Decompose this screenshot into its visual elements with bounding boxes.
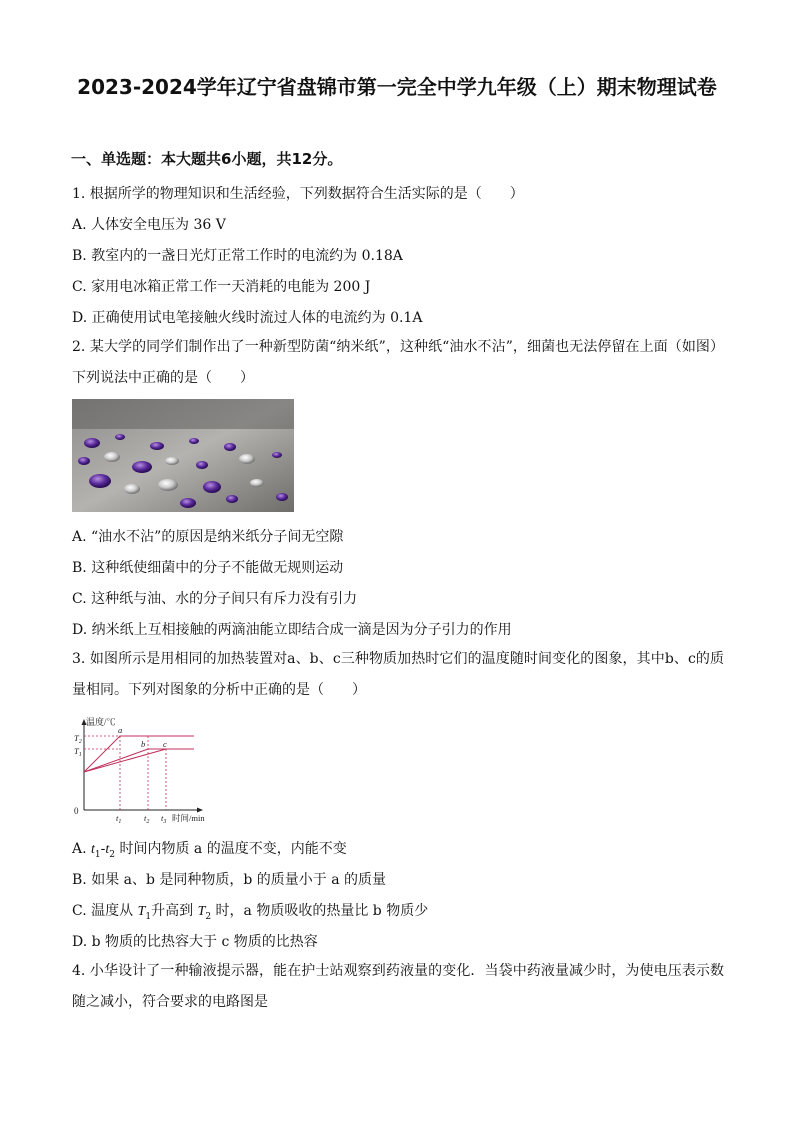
graph-curve-a: a bbox=[118, 725, 123, 735]
q3-option-c: C. 温度从 $T_1$升高到 $T_2$ 时，a 物质吸收的热量比 b 物质少 bbox=[72, 903, 429, 922]
graph-origin: 0 bbox=[74, 806, 79, 816]
q2-option-d: D. 纳米纸上互相接触的两滴油能立即结合成一滴是因为分子引力的作用 bbox=[72, 622, 512, 638]
q3-stem: 3. 如图所示是用相同的加热装置对a、b、c三种物质加热时它们的温度随时间变化的图象，其中b、c的质量相同。下列对图象的分析中正确的是（ ） bbox=[72, 651, 724, 698]
nano-paper-photo bbox=[72, 399, 294, 512]
graph-curve-b: b bbox=[141, 739, 146, 749]
section-heading: 一、单选题：本大题共6小题，共12分。 bbox=[71, 150, 343, 168]
q1-option-c: C. 家用电冰箱正常工作一天消耗的电能为 200 J bbox=[72, 279, 371, 295]
q2-option-b: B. 这种纸使细菌中的分子不能做无规则运动 bbox=[72, 560, 344, 576]
q1-option-d: D. 正确使用试电笔接触火线时流过人体的电流约为 0.1A bbox=[72, 310, 423, 326]
graph-T1-label: $T_1$ bbox=[74, 746, 82, 758]
graph-t1-label: $t_1$ bbox=[116, 813, 122, 824]
q1-option-a: A. 人体安全电压为 36 V bbox=[72, 217, 226, 233]
graph-y-label: 温度/℃ bbox=[86, 717, 116, 727]
q3-option-b: B. 如果 a、b 是同种物质，b 的质量小于 a 的质量 bbox=[72, 872, 387, 888]
graph-t3-label: $t_3$ bbox=[161, 813, 167, 824]
graph-curve-c: c bbox=[163, 739, 167, 749]
q4-stem: 4. 小华设计了一种输液提示器，能在护士站观察到药液量的变化．当袋中药液量减少时，为使电压表示数随之减小，符合要求的电路图是 bbox=[72, 963, 724, 1010]
q1-stem: 1. 根据所学的物理知识和生活经验，下列数据符合生活实际的是（ ） bbox=[72, 186, 524, 202]
q2-stem: 2. 某大学的同学们制作出了一种新型防菌“纳米纸”，这种纸“油水不沾”，细菌也无法停留在上面（如图）下列说法中正确的是（ ） bbox=[72, 339, 724, 386]
graph-curves bbox=[84, 736, 194, 772]
q3-option-d: D. b 物质的比热容大于 c 物质的比热容 bbox=[72, 934, 318, 950]
temperature-time-graph bbox=[72, 716, 222, 824]
graph-T2-label: $T_2$ bbox=[74, 733, 82, 745]
q2-option-a: A. “油水不沾”的原因是纳米纸分子间无空隙 bbox=[72, 529, 344, 545]
q3-option-a: A. $t_1-t_2$ 时间内物质 a 的温度不变，内能不变 bbox=[72, 841, 347, 860]
graph-x-label: 时间/min bbox=[172, 813, 205, 823]
q1-option-b: B. 教室内的一盏日光灯正常工作时的电流约为 0.18A bbox=[72, 248, 403, 264]
q2-option-c: C. 这种纸与油、水的分子间只有斥力没有引力 bbox=[72, 591, 358, 607]
page-title: 2023-2024学年辽宁省盘锦市第一完全中学九年级（上）期末物理试卷 bbox=[77, 75, 717, 99]
graph-t2-label: $t_2$ bbox=[144, 813, 150, 824]
